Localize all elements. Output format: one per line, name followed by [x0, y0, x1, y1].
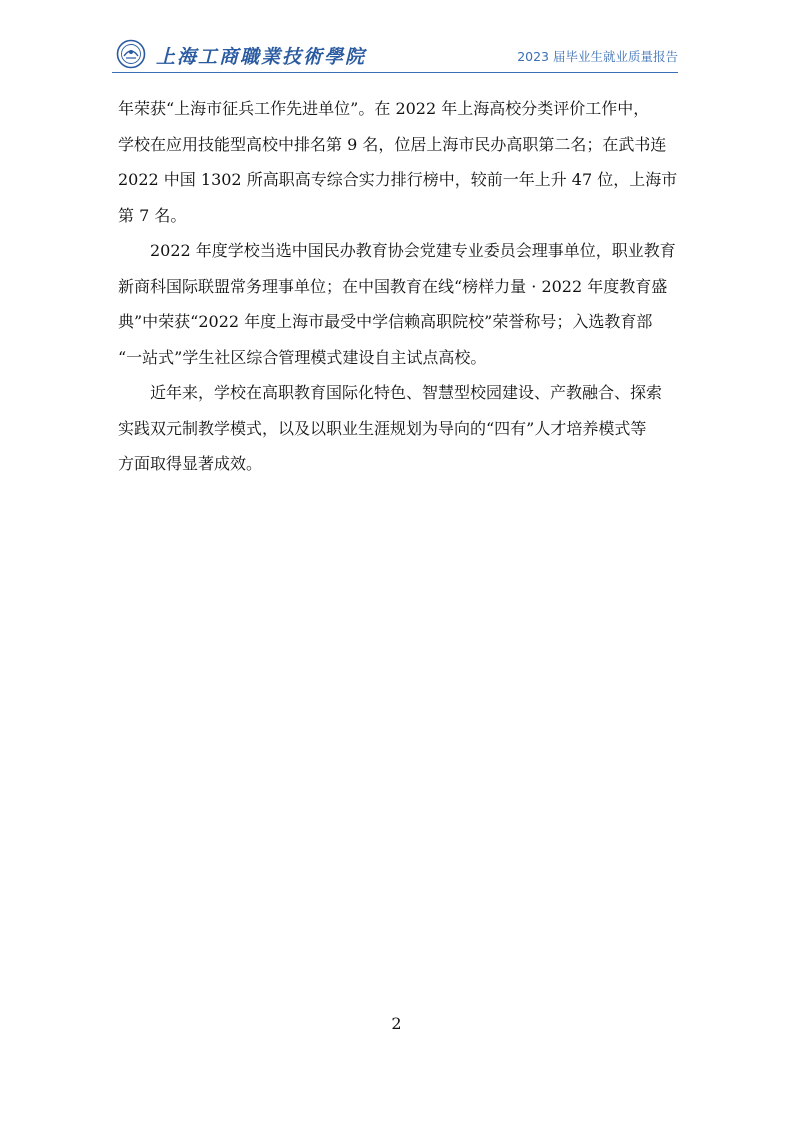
paragraph: [118, 233, 678, 375]
paragraph: [118, 91, 678, 233]
text-line: 实践双元制教学模式，以及以职业生涯规划为导向的“四有”人才培养模式等: [118, 418, 647, 438]
report-title: 2023 届毕业生就业质量报告: [517, 49, 678, 64]
text-line: 新商科国际联盟常务理事单位；在中国教育在线“榜样力量 · 2022 年度教育盛: [118, 276, 668, 296]
text-line: 典”中荣获“2022 年度上海市最受中学信赖高职院校”荣誉称号；入选教育部: [118, 312, 653, 331]
text-line: 2022 中国 1302 所高职高专综合实力排行榜中，较前一年上升 47 位，上海市: [118, 170, 678, 189]
text-line: “一站式”学生社区综合管理模式建设自主试点高校。: [118, 347, 487, 367]
header-divider: [112, 72, 678, 73]
school-emblem-icon: [116, 39, 146, 69]
text-line: 第 7 名。: [118, 205, 187, 225]
text-line: 方面取得显著成效。: [118, 454, 263, 473]
text-line: 学校在应用技能型高校中排名第 9 名，位居上海市民办高职第二名；在武书连: [118, 134, 667, 154]
text-line: 近年来，学校在高职教育国际化特色、智慧型校园建设、产教融合、探索: [118, 383, 663, 402]
text-line: 2022 年度学校当选中国民办教育协会党建专业委员会理事单位，职业教育: [118, 241, 676, 260]
paragraph: [118, 375, 678, 482]
main-text: [118, 91, 678, 482]
page-header: [112, 36, 678, 76]
page-number: 2: [391, 1014, 402, 1033]
text-line: 年荣获“上海市征兵工作先进单位”。在 2022 年上海高校分类评价工作中，: [118, 99, 650, 118]
school-name: 上海工商職業技術學院: [156, 46, 367, 68]
